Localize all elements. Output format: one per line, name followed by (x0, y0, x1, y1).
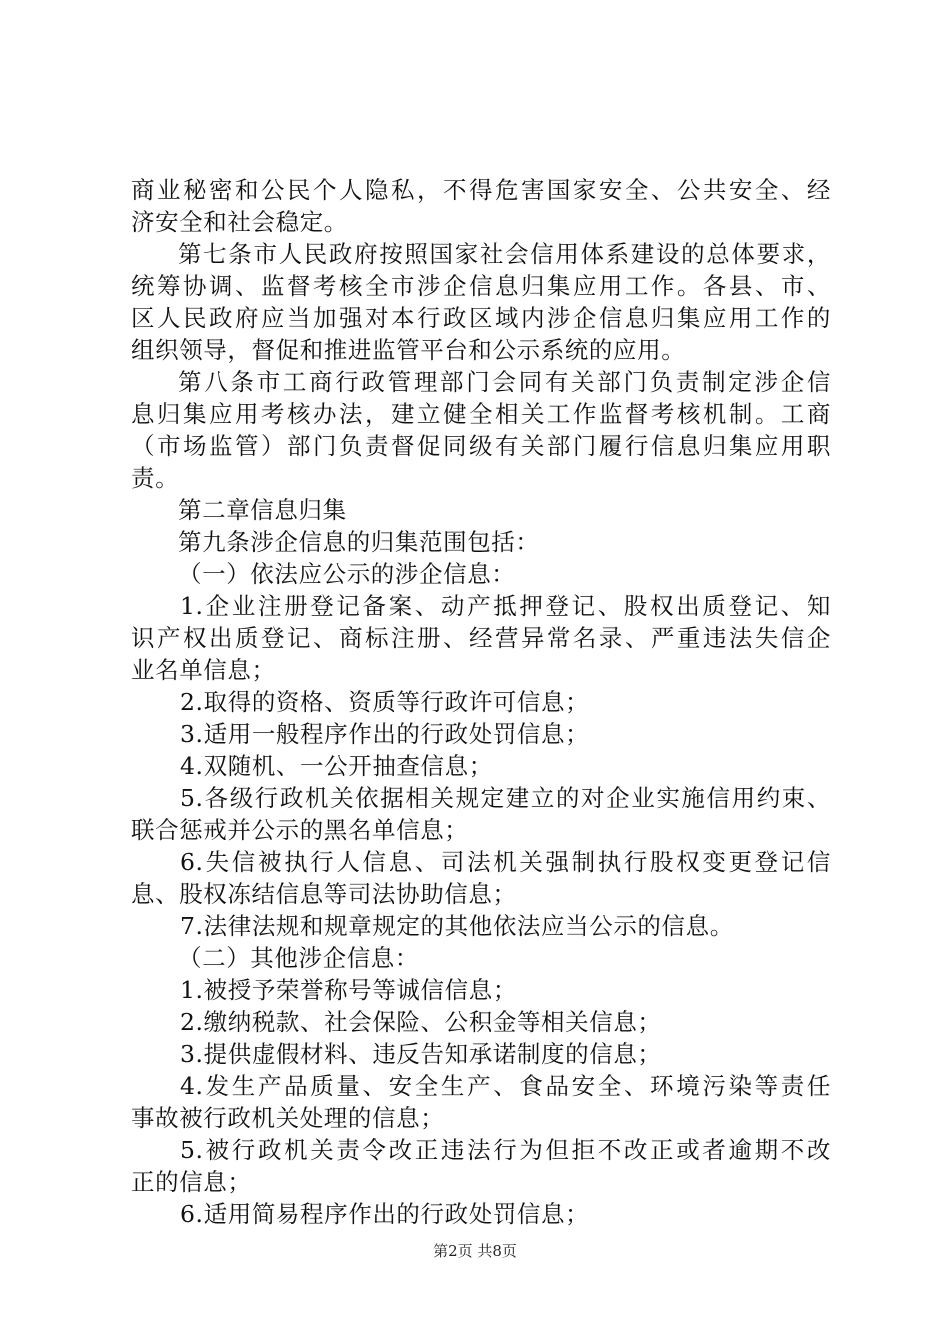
text-line: 区人民政府应当加强对本行政区域内涉企信息归集应用工作的 (131, 304, 831, 332)
text-line: 息、股权冻结信息等司法协助信息； (131, 880, 517, 908)
text-line: 济安全和社会稳定。 (131, 208, 348, 236)
document-body (131, 174, 831, 1230)
list-item: 3.提供虚假材料、违反告知承诺制度的信息； (180, 1040, 662, 1068)
list-item: 1.被授予荣誉称号等诚信信息； (180, 976, 517, 1004)
text-line: 正的信息； (131, 1168, 252, 1196)
list-item: 7.法律法规和规章规定的其他依法应当公示的信息。 (180, 912, 734, 940)
text-line: 联合惩戒并公示的黑名单信息； (131, 816, 469, 844)
list-item: 5.各级行政机关依据相关规定建立的对企业实施信用约束、 (180, 784, 831, 812)
list-item: 4.双随机、一公开抽查信息； (180, 752, 493, 780)
list-item: 6.失信被执行人信息、司法机关强制执行股权变更登记信 (180, 848, 831, 876)
list-item: 4.发生产品质量、安全生产、食品安全、环境污染等责任 (180, 1072, 831, 1100)
list-item: 5.被行政机关责令改正违法行为但拒不改正或者逾期不改 (180, 1136, 831, 1164)
text-line: 组织领导，督促和推进监管平台和公示系统的应用。 (131, 336, 686, 364)
section-heading: （一）依法应公示的涉企信息： (178, 560, 516, 588)
text-line: 业名单信息； (131, 656, 276, 684)
list-item: 2.缴纳税款、社会保险、公积金等相关信息； (180, 1008, 662, 1036)
chapter-heading: 第二章信息归集 (178, 496, 347, 524)
page-number-footer: 第2页 共8页 (433, 1242, 517, 1260)
list-item: 6.适用简易程序作出的行政处罚信息； (180, 1200, 590, 1228)
article-heading-line: 第七条市人民政府按照国家社会信用体系建设的总体要求， (178, 240, 831, 268)
list-item: 2.取得的资格、资质等行政许可信息； (180, 688, 590, 716)
list-item: 3.适用一般程序作出的行政处罚信息； (180, 720, 590, 748)
text-line: 商业秘密和公民个人隐私，不得危害国家安全、公共安全、经 (131, 176, 831, 204)
list-item: 1.企业注册登记备案、动产抵押登记、股权出质登记、知 (180, 592, 831, 620)
section-heading: （二）其他涉企信息： (178, 944, 419, 972)
text-line: 事故被行政机关处理的信息； (131, 1104, 445, 1132)
text-line: 责。 (131, 464, 180, 492)
text-line: 统筹协调、监督考核全市涉企信息归集应用工作。各县、市、 (131, 272, 831, 300)
text-line: 息归集应用考核办法，建立健全相关工作监督考核机制。工商 (131, 400, 831, 428)
text-line: （市场监管）部门负责督促同级有关部门履行信息归集应用职 (131, 432, 831, 460)
article-heading-line: 第八条市工商行政管理部门会同有关部门负责制定涉企信 (178, 368, 831, 396)
text-line: 识产权出质登记、商标注册、经营异常名录、严重违法失信企 (131, 624, 831, 652)
article-heading-line: 第九条涉企信息的归集范围包括： (178, 528, 540, 556)
